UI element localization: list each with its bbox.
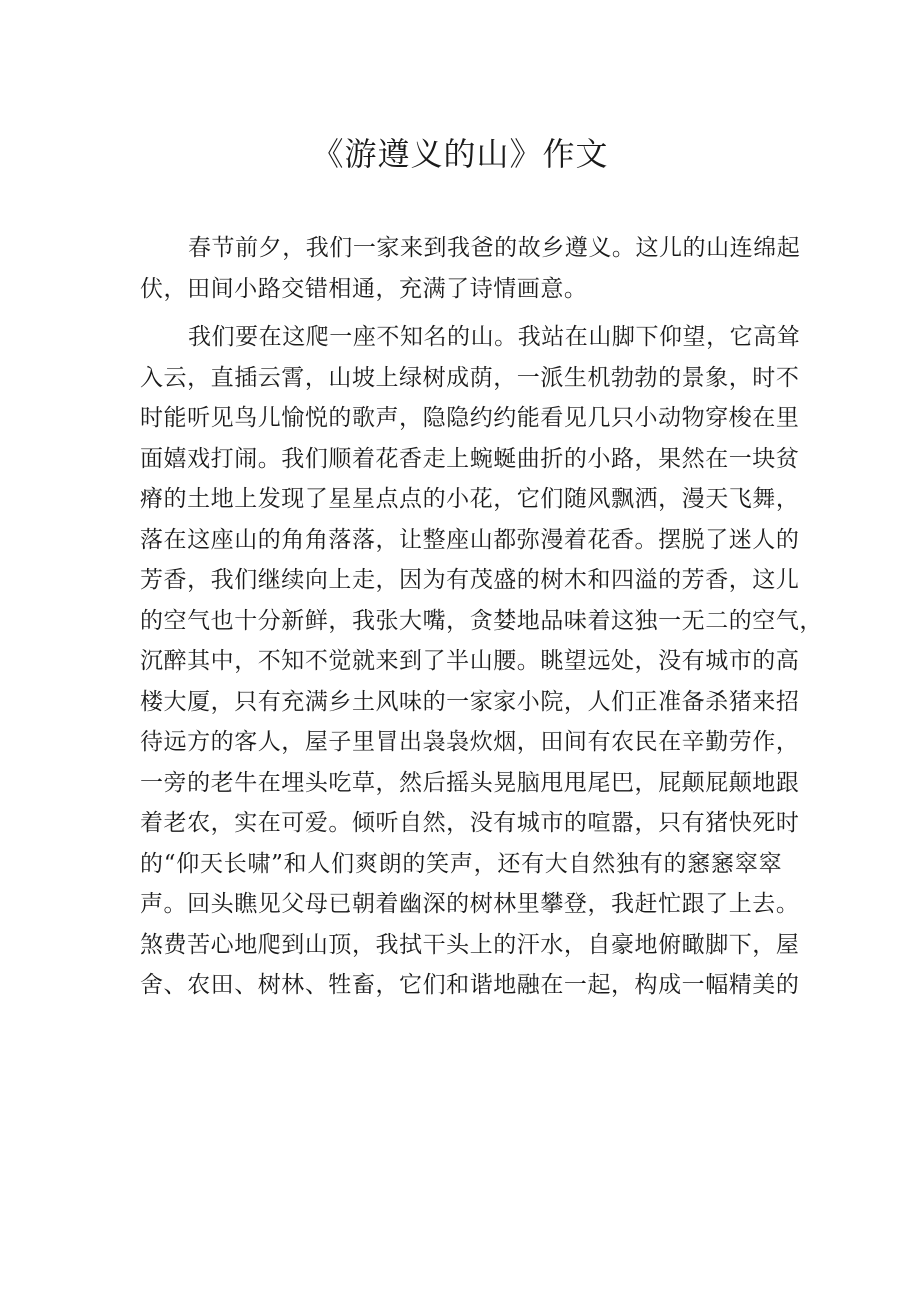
document-title: 《游遵义的山》作文	[311, 135, 609, 173]
text-line: 芳香，我们继续向上走，因为有茂盛的树木和四溢的芳香，这儿	[140, 567, 800, 593]
text-line: 春节前夕，我们一家来到我爸的故乡遵义。这儿的山连绵起	[188, 235, 801, 261]
paragraph-1	[140, 228, 801, 309]
text-line: 我们要在这爬一座不知名的山。我站在山脚下仰望，它高耸	[188, 324, 801, 350]
text-line: 的“仰天长啸”和人们爽朗的笑声，还有大自然独有的窸窸窣窣	[140, 850, 782, 877]
text-line: 时能听见鸟儿愉悦的歌声，隐隐约约能看见几只小动物穿梭在里	[140, 405, 800, 431]
text-line: 一旁的老牛在埋头吃草，然后摇头晃脑甩甩尾巴，屁颠屁颠地跟	[140, 769, 800, 796]
document-body	[140, 228, 823, 1006]
text-line: 沉醉其中，不知不觉就来到了半山腰。眺望远处，没有城市的高	[140, 648, 800, 674]
text-line: 楼大厦，只有充满乡土风味的一家家小院，人们正准备杀猪来招	[140, 688, 800, 715]
text-line: 入云，直插云霄，山坡上绿树成荫，一派生机勃勃的景象，时不	[140, 364, 800, 391]
text-line: 煞费苦心地爬到山顶，我拭干头上的汗水，自豪地俯瞰脚下，屋	[140, 931, 800, 958]
text-line: 的空气也十分新鲜，我张大嘴，贪婪地品味着这独一无二的空气，	[140, 607, 823, 634]
text-line: 面嬉戏打闹。我们顺着花香走上蜿蜒曲折的小路，果然在一块贫	[140, 445, 800, 472]
text-line: 瘠的土地上发现了星星点点的小花，它们随风飘洒，漫天飞舞，	[140, 486, 800, 512]
text-line: 落在这座山的角角落落，让整座山都弥漫着花香。摆脱了迷人的	[140, 526, 800, 553]
paragraph-2	[140, 317, 823, 1006]
text-line: 待远方的客人，屋子里冒出袅袅炊烟，田间有农民在辛勤劳作，	[140, 729, 800, 755]
text-line: 声。回头瞧见父母已朝着幽深的树林里攀登，我赶忙跟了上去。	[140, 891, 800, 917]
text-line: 着老农，实在可爱。倾听自然，没有城市的喧嚣，只有猪快死时	[140, 810, 800, 836]
text-line: 舍、农田、树林、牲畜，它们和谐地融在一起，构成一幅精美的	[140, 972, 800, 998]
text-line: 伏，田间小路交错相通，充满了诗情画意。	[140, 275, 588, 302]
